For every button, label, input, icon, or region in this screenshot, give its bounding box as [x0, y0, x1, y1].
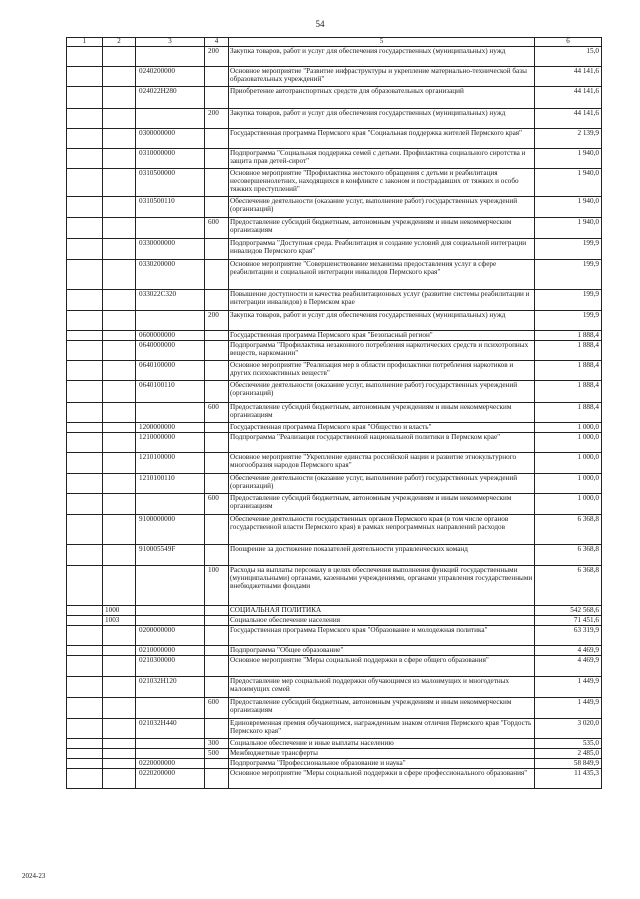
section-cell — [67, 403, 103, 423]
amount-cell: 1 940,0 — [535, 149, 602, 169]
target-article-cell: 1210100110 — [136, 474, 205, 494]
description-cell: Государственная программа Пермского края "Образование и молодежная политика" — [229, 626, 535, 646]
description-cell: Социальное обеспечение и иные выплаты населению — [229, 739, 535, 749]
subsection-cell — [103, 239, 136, 260]
expense-type-cell — [205, 290, 229, 311]
target-article-cell — [136, 47, 205, 67]
subsection-cell: 1003 — [103, 616, 136, 626]
amount-cell: 71 451,6 — [535, 616, 602, 626]
target-article-cell: 0330200000 — [136, 260, 205, 290]
column-header: 6 — [535, 38, 602, 47]
target-article-cell: 033022С320 — [136, 290, 205, 311]
section-cell — [67, 331, 103, 341]
description-cell: Основное мероприятие "Меры социальной поддержки в сфере общего образования" — [229, 656, 535, 677]
expense-type-cell — [205, 656, 229, 677]
section-cell — [67, 646, 103, 656]
description-cell: Предоставление субсидий бюджетным, автономным учреждениям и иным некоммерческим организациям — [229, 403, 535, 423]
target-article-cell: 021032Н440 — [136, 719, 205, 739]
description-cell: Предоставление мер социальной поддержки обучающимся из малоимущих и многодетных малоимущих семей — [229, 677, 535, 698]
expense-type-cell — [205, 239, 229, 260]
expense-type-cell — [205, 197, 229, 218]
description-cell: Подпрограмма "Профилактика незаконного потребления наркотических средств и психотропных веществ, наркомании" — [229, 341, 535, 361]
section-cell — [67, 239, 103, 260]
section-cell — [67, 169, 103, 197]
table-row — [67, 129, 602, 149]
subsection-cell — [103, 433, 136, 453]
description-cell: Повышение доступности и качества реабилитационных услуг (развитие системы реабилитации и интеграции инвалидов) в Пермском крае — [229, 290, 535, 311]
expense-type-cell — [205, 545, 229, 566]
expense-type-cell: 500 — [205, 749, 229, 759]
target-article-cell: 1210000000 — [136, 433, 205, 453]
target-article-cell: 0240200000 — [136, 67, 205, 87]
section-cell — [67, 361, 103, 381]
expense-type-cell: 100 — [205, 566, 229, 606]
amount-cell: 1 000,0 — [535, 433, 602, 453]
section-cell — [67, 260, 103, 290]
expense-type-cell: 200 — [205, 311, 229, 331]
expense-type-cell — [205, 260, 229, 290]
section-cell — [67, 759, 103, 769]
description-cell: Приобретение автотранспортных средств для образовательных организаций — [229, 87, 535, 109]
description-cell: Обеспечение деятельности (оказание услуг, выполнение работ) государственных учреждений (организаций) — [229, 381, 535, 403]
table-row — [67, 239, 602, 260]
description-cell: Закупка товаров, работ и услуг для обеспечения государственных (муниципальных) нужд — [229, 109, 535, 129]
section-cell — [67, 197, 103, 218]
target-article-cell: 1210100000 — [136, 453, 205, 474]
expense-type-cell — [205, 381, 229, 403]
amount-cell: 1 449,9 — [535, 698, 602, 719]
section-cell — [67, 433, 103, 453]
target-article-cell: 0640100110 — [136, 381, 205, 403]
description-cell: Подпрограмма "Социальная поддержка семей с детьми. Профилактика социального сиротства и защита прав детей-сирот" — [229, 149, 535, 169]
expense-type-cell: 200 — [205, 47, 229, 67]
subsection-cell — [103, 474, 136, 494]
amount-cell: 1 940,0 — [535, 169, 602, 197]
section-cell — [67, 87, 103, 109]
section-cell — [67, 656, 103, 677]
table-body — [67, 47, 602, 789]
amount-cell: 199,9 — [535, 311, 602, 331]
target-article-cell: 0210000000 — [136, 646, 205, 656]
table-row — [67, 566, 602, 606]
section-cell — [67, 290, 103, 311]
section-cell — [67, 311, 103, 331]
amount-cell: 4 469,9 — [535, 646, 602, 656]
table-row — [67, 433, 602, 453]
amount-cell: 1 888,4 — [535, 331, 602, 341]
section-cell — [67, 545, 103, 566]
description-cell: Основное мероприятие "Меры социальной поддержки в сфере профессионального образования" — [229, 769, 535, 789]
description-cell: Подпрограмма "Общее образование" — [229, 646, 535, 656]
target-article-cell: 0640000000 — [136, 341, 205, 361]
amount-cell: 4 469,9 — [535, 656, 602, 677]
amount-cell: 11 435,3 — [535, 769, 602, 789]
amount-cell: 1 449,9 — [535, 677, 602, 698]
expense-type-cell — [205, 515, 229, 545]
section-cell — [67, 515, 103, 545]
amount-cell: 2 485,0 — [535, 749, 602, 759]
subsection-cell — [103, 218, 136, 239]
subsection-cell — [103, 331, 136, 341]
target-article-cell: 021032Н120 — [136, 677, 205, 698]
subsection-cell — [103, 646, 136, 656]
column-header: 5 — [229, 38, 535, 47]
description-cell: Подпрограмма "Реализация государственной национальной политики в Пермском крае" — [229, 433, 535, 453]
target-article-cell — [136, 698, 205, 719]
amount-cell: 6 368,8 — [535, 515, 602, 545]
expense-type-cell: 600 — [205, 698, 229, 719]
expense-type-cell — [205, 677, 229, 698]
table-header-row — [67, 38, 602, 47]
amount-cell: 199,9 — [535, 260, 602, 290]
section-cell — [67, 67, 103, 87]
section-cell — [67, 749, 103, 759]
description-cell: Основное мероприятие "Реализация мер в области профилактики потребления наркотиков и других психоактивных веществ" — [229, 361, 535, 381]
subsection-cell: 1000 — [103, 606, 136, 616]
amount-cell: 1 940,0 — [535, 218, 602, 239]
amount-cell: 44 141,6 — [535, 67, 602, 87]
target-article-cell: 024022Н280 — [136, 87, 205, 109]
amount-cell: 6 368,8 — [535, 545, 602, 566]
target-article-cell: 0640100000 — [136, 361, 205, 381]
amount-cell: 1 888,4 — [535, 381, 602, 403]
subsection-cell — [103, 341, 136, 361]
description-cell: Поощрение за достижение показателей деятельности управленческих команд — [229, 545, 535, 566]
target-article-cell: 0300000000 — [136, 129, 205, 149]
target-article-cell — [136, 749, 205, 759]
amount-cell: 1 000,0 — [535, 453, 602, 474]
subsection-cell — [103, 566, 136, 606]
subsection-cell — [103, 311, 136, 331]
expense-type-cell — [205, 433, 229, 453]
section-cell — [67, 719, 103, 739]
expense-type-cell — [205, 67, 229, 87]
subsection-cell — [103, 759, 136, 769]
subsection-cell — [103, 67, 136, 87]
amount-cell: 199,9 — [535, 290, 602, 311]
amount-cell: 1 000,0 — [535, 474, 602, 494]
target-article-cell: 0210300000 — [136, 656, 205, 677]
target-article-cell: 910005549F — [136, 545, 205, 566]
subsection-cell — [103, 626, 136, 646]
subsection-cell — [103, 290, 136, 311]
section-cell — [67, 453, 103, 474]
table-row — [67, 769, 602, 789]
description-cell: Основное мероприятие "Профилактика жестокого обращения с детьми и реабилитация несовершеннолетних, находящихся в конфликте с законом и пострадавших от тяжких и особо тяжких преступлений" — [229, 169, 535, 197]
subsection-cell — [103, 109, 136, 129]
amount-cell: 1 888,4 — [535, 341, 602, 361]
table-row — [67, 169, 602, 197]
target-article-cell: 0220000000 — [136, 759, 205, 769]
amount-cell: 44 141,6 — [535, 109, 602, 129]
expense-type-cell — [205, 626, 229, 646]
section-cell — [67, 381, 103, 403]
target-article-cell: 1200000000 — [136, 423, 205, 433]
table-row — [67, 646, 602, 656]
subsection-cell — [103, 149, 136, 169]
table-row — [67, 474, 602, 494]
table-row — [67, 515, 602, 545]
section-cell — [67, 109, 103, 129]
subsection-cell — [103, 515, 136, 545]
section-cell — [67, 149, 103, 169]
subsection-cell — [103, 719, 136, 739]
expense-type-cell: 600 — [205, 494, 229, 515]
target-article-cell — [136, 218, 205, 239]
expense-type-cell: 600 — [205, 403, 229, 423]
amount-cell: 3 020,0 — [535, 719, 602, 739]
section-cell — [67, 47, 103, 67]
table-row — [67, 616, 602, 626]
section-cell — [67, 606, 103, 616]
table-row — [67, 403, 602, 423]
subsection-cell — [103, 403, 136, 423]
table-row — [67, 331, 602, 341]
table-row — [67, 606, 602, 616]
amount-cell: 1 888,4 — [535, 361, 602, 381]
section-cell — [67, 341, 103, 361]
table-row — [67, 656, 602, 677]
description-cell: Обеспечение деятельности (оказание услуг, выполнение работ) государственных учреждений (организаций) — [229, 474, 535, 494]
table-row — [67, 47, 602, 67]
subsection-cell — [103, 361, 136, 381]
expense-type-cell — [205, 341, 229, 361]
subsection-cell — [103, 260, 136, 290]
target-article-cell — [136, 403, 205, 423]
subsection-cell — [103, 545, 136, 566]
table-row — [67, 626, 602, 646]
subsection-cell — [103, 129, 136, 149]
table-row — [67, 87, 602, 109]
target-article-cell — [136, 109, 205, 129]
table-row — [67, 423, 602, 433]
description-cell: Предоставление субсидий бюджетным, автономным учреждениям и иным некоммерческим организациям — [229, 698, 535, 719]
target-article-cell: 0310500110 — [136, 197, 205, 218]
table-row — [67, 311, 602, 331]
expense-type-cell — [205, 646, 229, 656]
description-cell: Межбюджетные трансферты — [229, 749, 535, 759]
subsection-cell — [103, 197, 136, 218]
target-article-cell — [136, 566, 205, 606]
column-header: 1 — [67, 38, 103, 47]
expense-type-cell: 200 — [205, 109, 229, 129]
target-article-cell — [136, 494, 205, 515]
amount-cell: 63 319,9 — [535, 626, 602, 646]
subsection-cell — [103, 453, 136, 474]
description-cell: Основное мероприятие "Развитие инфраструктуры и укрепление материально-технической базы образовательных учреждений" — [229, 67, 535, 87]
amount-cell: 6 368,8 — [535, 566, 602, 606]
table-row — [67, 677, 602, 698]
table-row — [67, 341, 602, 361]
target-article-cell — [136, 616, 205, 626]
amount-cell: 2 139,9 — [535, 129, 602, 149]
expense-type-cell — [205, 169, 229, 197]
target-article-cell: 0220200000 — [136, 769, 205, 789]
amount-cell: 58 849,9 — [535, 759, 602, 769]
expense-type-cell — [205, 606, 229, 616]
table-row — [67, 149, 602, 169]
section-cell — [67, 626, 103, 646]
target-article-cell: 0310000000 — [136, 149, 205, 169]
table-row — [67, 719, 602, 739]
expense-type-cell: 300 — [205, 739, 229, 749]
amount-cell: 1 000,0 — [535, 494, 602, 515]
subsection-cell — [103, 494, 136, 515]
amount-cell: 535,0 — [535, 739, 602, 749]
subsection-cell — [103, 381, 136, 403]
section-cell — [67, 677, 103, 698]
description-cell: Расходы на выплаты персоналу в целях обеспечения выполнения функций государственными (муниципальными) органами, казенными учреждениями, органами управления государственными внебюджетными фондами — [229, 566, 535, 606]
description-cell: Государственная программа Пермского края "Социальная поддержка жителей Пермского края" — [229, 129, 535, 149]
expense-type-cell — [205, 129, 229, 149]
amount-cell: 1 940,0 — [535, 197, 602, 218]
description-cell: Обеспечение деятельности (оказание услуг, выполнение работ) государственных учреждений (организаций) — [229, 197, 535, 218]
description-cell: Закупка товаров, работ и услуг для обеспечения государственных (муниципальных) нужд — [229, 311, 535, 331]
subsection-cell — [103, 698, 136, 719]
target-article-cell — [136, 311, 205, 331]
description-cell: Закупка товаров, работ и услуг для обеспечения государственных (муниципальных) нужд — [229, 47, 535, 67]
expense-type-cell — [205, 719, 229, 739]
expense-type-cell — [205, 769, 229, 789]
expense-type-cell — [205, 616, 229, 626]
description-cell: Основное мероприятие "Совершенствование механизма предоставления услуг в сфере реабилитации и социальной интеграции инвалидов Пермского края" — [229, 260, 535, 290]
table-row — [67, 453, 602, 474]
column-header: 4 — [205, 38, 229, 47]
expense-type-cell — [205, 331, 229, 341]
expense-type-cell — [205, 759, 229, 769]
footer-code: 2024-23 — [22, 872, 46, 880]
amount-cell: 542 568,6 — [535, 606, 602, 616]
subsection-cell — [103, 769, 136, 789]
description-cell: Единовременная премия обучающимся, награжденным знаком отличия Пермского края "Гордость Пермского края" — [229, 719, 535, 739]
subsection-cell — [103, 749, 136, 759]
description-cell: Предоставление субсидий бюджетным, автономным учреждениям и иным некоммерческим организациям — [229, 494, 535, 515]
table-row — [67, 739, 602, 749]
table-row — [67, 545, 602, 566]
amount-cell: 15,0 — [535, 47, 602, 67]
amount-cell: 199,9 — [535, 239, 602, 260]
description-cell: Подпрограмма "Профессиональное образование и наука" — [229, 759, 535, 769]
expense-type-cell — [205, 453, 229, 474]
expense-type-cell — [205, 87, 229, 109]
section-cell — [67, 769, 103, 789]
section-cell — [67, 739, 103, 749]
description-cell: Социальное обеспечение населения — [229, 616, 535, 626]
section-cell — [67, 616, 103, 626]
table-row — [67, 290, 602, 311]
table-row — [67, 381, 602, 403]
description-cell: Обеспечение деятельности государственных органов Пермского края (в том числе органов государственной власти Пермского края) в рамках непрограммных направлений расходов — [229, 515, 535, 545]
target-article-cell — [136, 739, 205, 749]
expense-type-cell — [205, 474, 229, 494]
subsection-cell — [103, 656, 136, 677]
subsection-cell — [103, 423, 136, 433]
description-cell: Основное мероприятие "Укрепление единства российской нации и развитие этнокультурного многообразия народов Пермского края" — [229, 453, 535, 474]
subsection-cell — [103, 47, 136, 67]
description-cell: СОЦИАЛЬНАЯ ПОЛИТИКА — [229, 606, 535, 616]
expense-type-cell — [205, 149, 229, 169]
subsection-cell — [103, 169, 136, 197]
table-row — [67, 218, 602, 239]
description-cell: Государственная программа Пермского края "Общество и власть" — [229, 423, 535, 433]
table-row — [67, 260, 602, 290]
table-row — [67, 698, 602, 719]
table-row — [67, 361, 602, 381]
expense-type-cell: 600 — [205, 218, 229, 239]
table-row — [67, 494, 602, 515]
expense-type-cell — [205, 423, 229, 433]
amount-cell: 1 000,0 — [535, 423, 602, 433]
table-row — [67, 67, 602, 87]
table-row — [67, 109, 602, 129]
section-cell — [67, 566, 103, 606]
description-cell: Предоставление субсидий бюджетным, автономным учреждениям и иным некоммерческим организациям — [229, 218, 535, 239]
subsection-cell — [103, 87, 136, 109]
column-header: 2 — [103, 38, 136, 47]
target-article-cell: 0330000000 — [136, 239, 205, 260]
table-row — [67, 749, 602, 759]
section-cell — [67, 423, 103, 433]
target-article-cell: 0310500000 — [136, 169, 205, 197]
amount-cell: 44 141,6 — [535, 87, 602, 109]
section-cell — [67, 129, 103, 149]
budget-table — [66, 37, 602, 789]
description-cell: Государственная программа Пермского края "Безопасный регион" — [229, 331, 535, 341]
column-header: 3 — [136, 38, 205, 47]
subsection-cell — [103, 739, 136, 749]
target-article-cell: 0200000000 — [136, 626, 205, 646]
section-cell — [67, 218, 103, 239]
section-cell — [67, 474, 103, 494]
target-article-cell: 0600000000 — [136, 331, 205, 341]
target-article-cell: 9100000000 — [136, 515, 205, 545]
section-cell — [67, 698, 103, 719]
page-number: 54 — [315, 19, 325, 29]
amount-cell: 1 888,4 — [535, 403, 602, 423]
section-cell — [67, 494, 103, 515]
table-row — [67, 759, 602, 769]
description-cell: Подпрограмма "Доступная среда. Реабилитация и создание условий для социальной интеграции инвалидов Пермского края" — [229, 239, 535, 260]
table-row — [67, 197, 602, 218]
target-article-cell — [136, 606, 205, 616]
subsection-cell — [103, 677, 136, 698]
expense-type-cell — [205, 361, 229, 381]
